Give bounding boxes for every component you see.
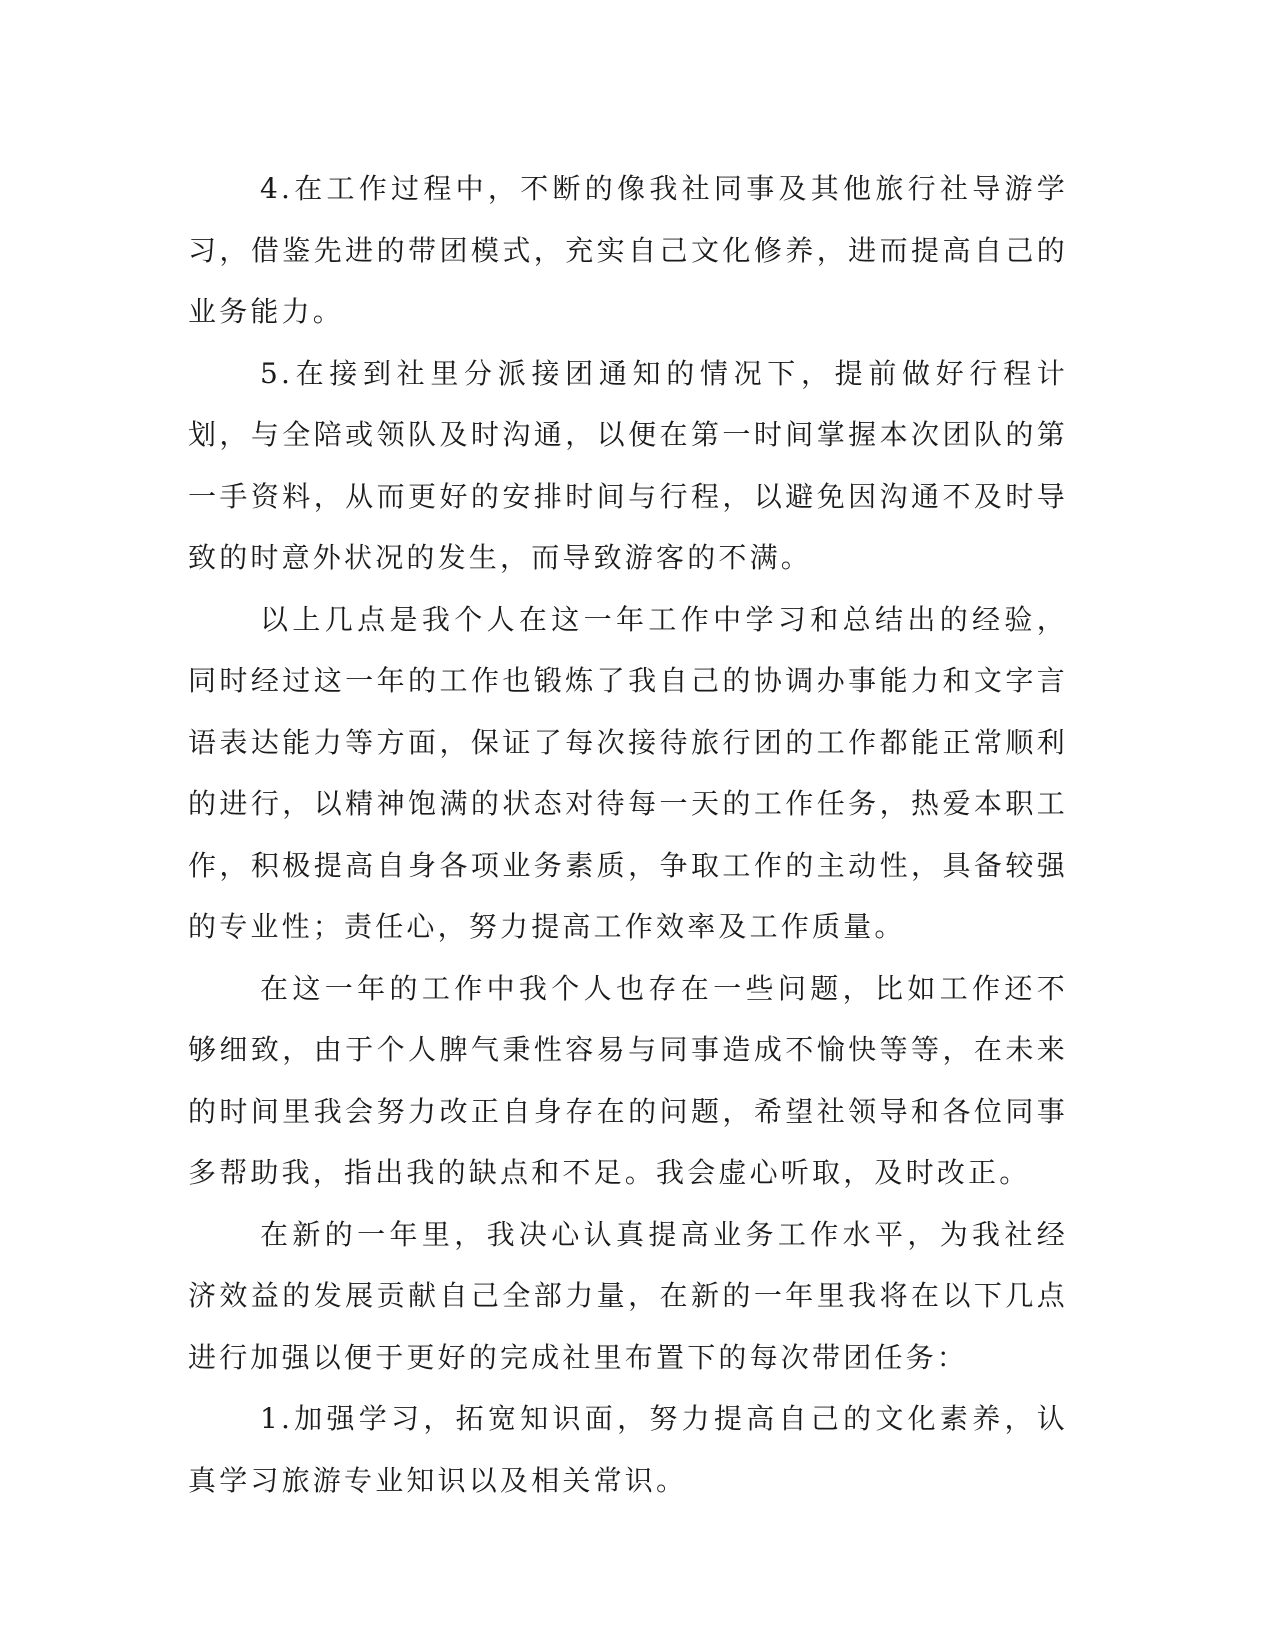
paragraph-item-5: 5.在接到社里分派接团通知的情况下，提前做好行程计划，与全陪或领队及时沟通，以便在第一时间掌握本次团队的第一手资料，从而更好的安排时间与行程，以避免因沟通不及时导致的时意外状况的发生，而导致游客的不满。 — [188, 356, 1068, 574]
paragraph-new-year-plan: 在新的一年里，我决心认真提高业务工作水平，为我社经济效益的发展贡献自己全部力量，在新的一年里我将在以下几点进行加强以便于更好的完成社里布置下的每次带团任务： — [188, 1217, 1068, 1374]
document-body — [188, 158, 1068, 1511]
paragraph-item-1: 1.加强学习，拓宽知识面，努力提高自己的文化素养，认真学习旅游专业知识以及相关常识。 — [188, 1402, 1068, 1497]
paragraph-item-4: 4.在工作过程中，不断的像我社同事及其他旅行社导游学习，借鉴先进的带团模式，充实自己文化修养，进而提高自己的业务能力。 — [188, 172, 1068, 328]
paragraph-experience-summary: 以上几点是我个人在这一年工作中学习和总结出的经验，同时经过这一年的工作也锻炼了我自己的协调办事能力和文字言语表达能力等方面，保证了每次接待旅行团的工作都能正常顺利的进行，以精神饱满的状态对待每一天的工作任务，热爱本职工作，积极提高自身各项业务素质，争取工作的主动性，具备较强的专业性；责任心，努力提高工作效率及工作质量。 — [188, 602, 1068, 943]
paragraph-problems: 在这一年的工作中我个人也存在一些问题，比如工作还不够细致，由于个人脾气秉性容易与同事造成不愉快等等，在未来的时间里我会努力改正自身存在的问题，希望社领导和各位同事多帮助我，指出我的缺点和不足。我会虚心听取，及时改正。 — [188, 971, 1068, 1189]
